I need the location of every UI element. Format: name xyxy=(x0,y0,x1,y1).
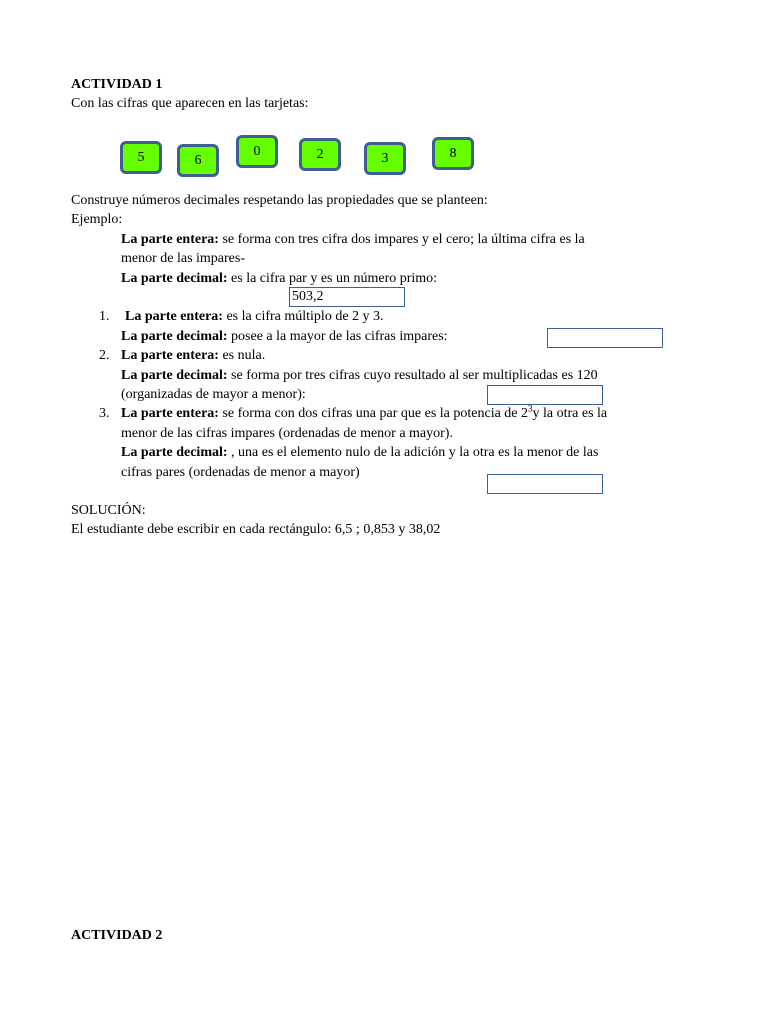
item3-decimal-text: , una es el elemento nulo de la adición y la otra es la menor de las xyxy=(227,445,599,460)
example-decimal-text: es la cifra par y es un número primo: xyxy=(227,271,438,286)
item3-decimal-text-2: cifras pares (ordenadas de menor a mayor) xyxy=(121,465,360,480)
item3-integer-line xyxy=(121,404,607,424)
item-number: 2. xyxy=(99,348,110,363)
activity1-title: ACTIVIDAD 1 xyxy=(71,77,163,92)
item1-decimal-text: posee a la mayor de las cifras impares: xyxy=(227,329,448,344)
digit-card: 3 xyxy=(364,142,406,175)
item3-integer-text-b: y la otra es la xyxy=(532,406,608,421)
example-decimal-line xyxy=(121,269,437,289)
example-integer-label: La parte entera: xyxy=(121,232,219,247)
activity1-intro: Con las cifras que aparecen en las tarjetas: xyxy=(71,96,309,111)
item2-integer-line xyxy=(121,346,265,366)
item2-decimal-label: La parte decimal: xyxy=(121,368,228,383)
item-number: 1. xyxy=(99,309,110,324)
example-integer-line xyxy=(121,230,585,250)
item3-decimal-line xyxy=(121,443,598,463)
item2-integer-label: La parte entera: xyxy=(121,348,219,363)
item1-integer-line xyxy=(125,307,384,327)
exponent: 3 xyxy=(528,403,533,414)
example-decimal-label: La parte decimal: xyxy=(121,271,228,286)
item1-decimal-line xyxy=(121,327,448,347)
activity2-title: ACTIVIDAD 2 xyxy=(71,928,163,943)
solution-title: SOLUCIÓN: xyxy=(71,503,146,518)
item2-decimal-line xyxy=(121,366,598,386)
example-label: Ejemplo: xyxy=(71,212,123,227)
item-number: 3. xyxy=(99,406,110,421)
digit-card: 2 xyxy=(299,138,341,171)
item1-integer-label: La parte entera: xyxy=(125,309,223,324)
item3-integer-text-a: se forma con dos cifras una par que es la potencia de 2 xyxy=(218,406,529,421)
item3-integer-label: La parte entera: xyxy=(121,406,219,421)
item2-answer-box[interactable] xyxy=(487,385,603,405)
example-answer-box: 503,2 xyxy=(289,287,405,307)
item3-decimal-label: La parte decimal: xyxy=(121,445,228,460)
digit-card: 5 xyxy=(120,141,162,174)
item3-answer-box[interactable] xyxy=(487,474,603,494)
digit-card: 0 xyxy=(236,135,278,168)
item1-decimal-label: La parte decimal: xyxy=(121,329,228,344)
item1-answer-box[interactable] xyxy=(547,328,663,348)
item3-integer-text-2: menor de las cifras impares (ordenadas de menor a mayor). xyxy=(121,426,453,441)
item2-integer-text: es nula. xyxy=(218,348,266,363)
digit-card: 6 xyxy=(177,144,219,177)
item2-decimal-text: se forma por tres cifras cuyo resultado al ser multiplicadas es 120 xyxy=(227,368,598,383)
item2-decimal-text-2: (organizadas de mayor a menor): xyxy=(121,387,306,402)
example-integer-text-2: menor de las impares- xyxy=(121,251,246,266)
solution-text: El estudiante debe escribir en cada rectángulo: 6,5 ; 0,853 y 38,02 xyxy=(71,522,441,537)
example-integer-text: se forma con tres cifra dos impares y el cero; la última cifra es la xyxy=(218,232,585,247)
digit-card: 8 xyxy=(432,137,474,170)
instruction-text: Construye números decimales respetando las propiedades que se planteen: xyxy=(71,193,488,208)
item1-integer-text: es la cifra múltiplo de 2 y 3. xyxy=(222,309,384,324)
